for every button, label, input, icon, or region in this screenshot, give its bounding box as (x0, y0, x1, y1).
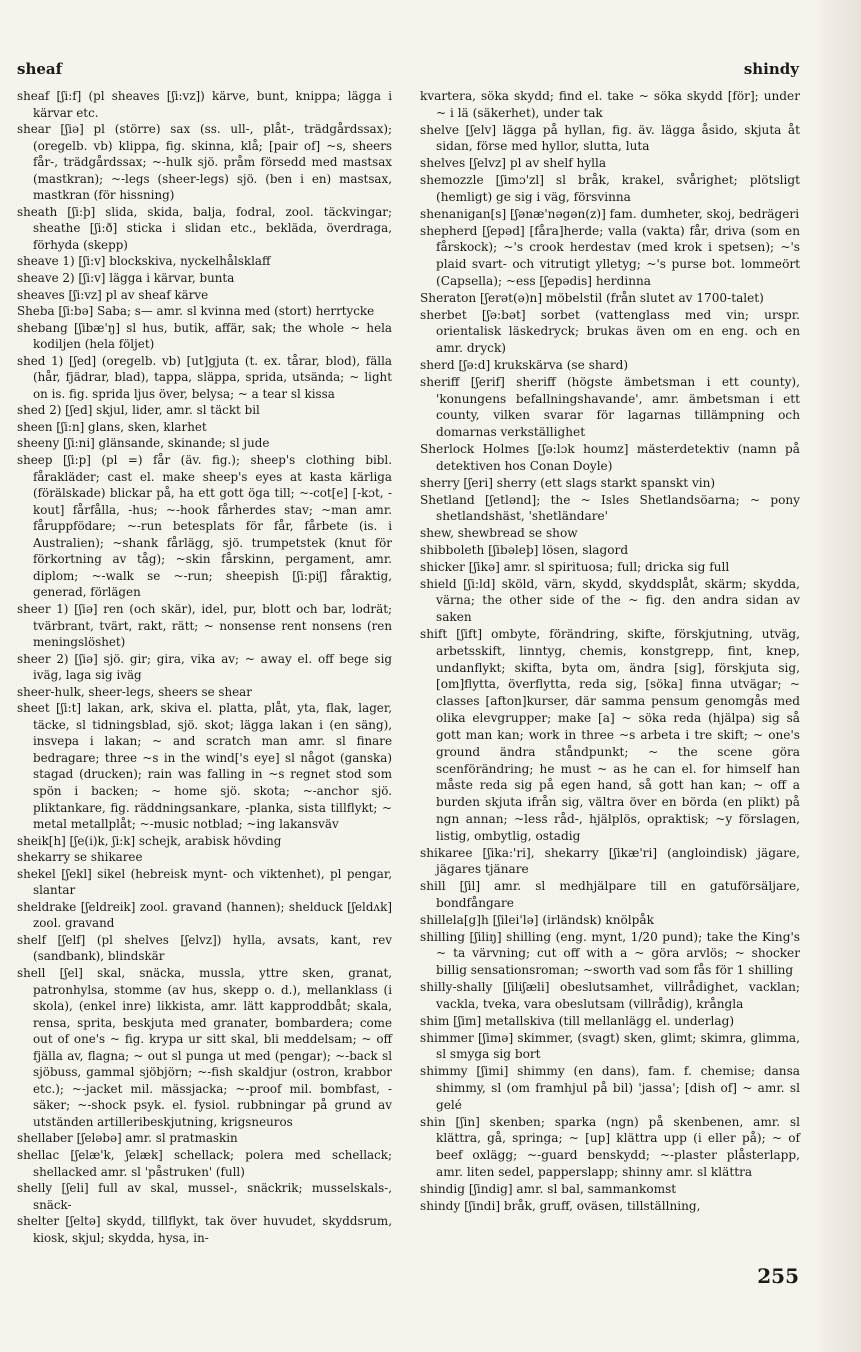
dictionary-entry: Sheraton [ʃerət(ə)n] möbelstil (från slutet av 1700-talet) (420, 290, 764, 305)
dictionary-entry: shelf [ʃelf] (pl shelves [ʃelvz]) hylla, avsats, kant, rev (sandbank), blindskär (17, 932, 392, 964)
page-edge-shadow (811, 0, 861, 1352)
dictionary-entry: Sheba [ʃi:bə] Saba; s— amr. sl kvinna med (stort) herrtycke (17, 304, 375, 319)
dictionary-entry: shekel [ʃekl] sikel (hebreisk mynt- och viktenhet), pl pengar, slantar (17, 866, 392, 898)
dictionary-entry: shear [ʃiə] pl (större) sax (ss. ull-, plåt-, trädgårdssax); (oregelb. vb) klippa, fig. skinna, klå; [pair of] ~s, sheers får-, trädgårdssax; ~-hulk sjö. pråm försedd med mastsax (mastkran); ~-legs (sheer-legs) sjö. (ben i en) mastsax, mastkran (för hissning) (17, 122, 392, 203)
dictionary-entry: shed 1) [ʃed] (oregelb. vb) [ut]gjuta (t. ex. tårar, blod), fälla (hår, fjädrar, blad), tappa, släppa, sprida, utsända; ~ light on is. fig. sprida ljus över, belysa; ~ a tear sl kissa (17, 353, 392, 401)
dictionary-entry: shindy [ʃindi] bråk, gruff, oväsen, tillställning, (420, 1198, 701, 1213)
dictionary-entry: sheave 1) [ʃi:v] blockskiva, nyckelhålsklaff (17, 254, 271, 269)
dictionary-entry: sheaves [ʃi:vz] pl av sheaf kärve (17, 287, 209, 302)
dictionary-entry: sheer 2) [ʃiə] sjö. gir; gira, vika av; ~ away el. off bege sig iväg, laga sig iväg (17, 651, 392, 683)
dictionary-entry: shelly [ʃeli] full av skal, mussel-, snäckrik; musselskals-, snäck- (17, 1181, 392, 1212)
dictionary-entry: shepherd [ʃepəd] [fåra]herde; valla (vakta) får, driva (som en fårskock); ~'s crook herdestav (med krok i spetsen); ~'s plaid svart- och vitrutigt ylletyg; ~'s purse bot. lommeört (Capsella); ~ess [ʃepədis] herdinna (420, 223, 800, 288)
dictionary-entry: shell [ʃel] skal, snäcka, mussla, yttre sken, granat, patronhylsa, stomme (av hus, skepp o. d.), mellanklass (i skola), (enkel inre) likkista, amr. lätt kapproddbåt; skala, rensa, sprita, beskjuta med granater, bombardera; come out of one's ~ fig. krypa ur sitt skal, bli meddelsam; ~ off fjälla av, flagna; ~ out sl punga ut med (pengar); ~-back sl sjöbuss, gammal sjöbjörn; ~-fish skaldjur (ostron, krabbor etc.); ~-jacket mil. mässjacka; ~-proof mil. bombfast, -säker; ~-shock psyk. el. fysiol. rubbningar på grund av utständen artilleribeskjutning, krigsneuros (17, 965, 392, 1129)
dictionary-entry: shicker [ʃikə] amr. sl spirituosa; full; dricka sig full (420, 559, 730, 574)
dictionary-entry: sheik[h] [ʃe(i)k, ʃi:k] schejk, arabisk hövding (17, 833, 282, 848)
left-column (17, 88, 392, 1246)
dictionary-entry: sheer-hulk, sheer-legs, sheers se shear (17, 684, 252, 699)
dictionary-entry: shellac [ʃelæ'k, ʃelæk] schellack; polera med schellack; shellacked amr. sl 'påstruken' (full) (17, 1148, 392, 1179)
dictionary-entry: shelves [ʃelvz] pl av shelf hylla (420, 156, 607, 171)
dictionary-entry: shimmer [ʃimə] skimmer, (svagt) sken, glimt; skimra, glimma, sl smyga sig bort (420, 1030, 800, 1062)
dictionary-entry: shed 2) [ʃed] skjul, lider, amr. sl täckt bil (17, 403, 260, 418)
dictionary-entry: shin [ʃin] skenben; sparka (ngn) på skenbenen, amr. sl klättra, gå, springa; ~ [up] klättra upp (i eller på); ~ of beef oxlägg; ~-guard benskydd; ~-plaster plåsterlapp, amr. liten sedel, papperslapp; shinny amr. sl klättra (420, 1114, 800, 1179)
dictionary-entry: shelter [ʃeltə] skydd, tillflykt, tak över huvudet, skyddsrum, kiosk, skjul; skydda, hysa, in- (17, 1214, 392, 1245)
dictionary-entry: shenanigan[s] [ʃənæ'nəgən(z)] fam. dumheter, skoj, bedrägeri (420, 206, 800, 221)
dictionary-entry: sheen [ʃi:n] glans, sken, klarhet (17, 419, 207, 434)
dictionary-entry: sheeny [ʃi:ni] glänsande, skinande; sl jude (17, 436, 270, 451)
dictionary-entry: shemozzle [ʃimɔ'zl] sl bråk, krakel, svårighet; plötsligt (hemligt) ge sig i väg, försvinna (420, 173, 800, 204)
dictionary-entry: shield [ʃi:ld] sköld, värn, skydd, skyddsplåt, skärm; skydda, värna; the other side of the ~ fig. den andra sidan av saken (420, 576, 800, 625)
dictionary-entry: shebang [ʃibæ'ŋ] sl hus, butik, affär, sak; the whole ~ hela kodiljen (hela följet) (17, 320, 392, 352)
right-column (420, 88, 800, 1214)
dictionary-entry: shift [ʃift] ombyte, förändring, skifte, förskjutning, utväg, arbetsskift, linntyg, chemis, konstgrepp, fint, knep, undanflykt; skifta, byta om, ändra [sig], förskjuta sig, [om]flytta, överflytta, reda sig, [söka] finna utvägar; ~ classes [afton]kurser, där samma pensum genomgås med olika elevgrupper; make [a] ~ söka reda (hjälpa) sig så gott man kan; work in three ~s arbeta i tre skift; ~ one's ground ändra ståndpunkt; ~ the scene göra scenförändring; he must ~ as he can el. for himself han måste reda sig på egen hand, så gott han kan; ~ off a burden skjuta ifrån sig, vältra över en börda (en plikt) på ngn annan; ~less råd-, hjälplös, opraktisk; ~y förslagen, listig, ombytlig, ostadig (420, 627, 800, 843)
dictionary-entry: shill [ʃil] amr. sl medhjälpare till en gatuförsäljare, bondfångare (420, 879, 800, 910)
dictionary-entry: sherbet [ʃə:bət] sorbet (vattenglass med vin; urspr. orientalisk läskedryck; brukas även om en eng. och en amr. dryck) (420, 307, 800, 356)
dictionary-entry: sheath [ʃi:þ] slida, skida, balja, fodral, zool. täckvingar; sheathe [ʃi:ð] sticka i slidan etc., bekläda, överdraga, förhyda (skepp) (17, 204, 392, 252)
guide-word-right: shindy (743, 60, 799, 78)
dictionary-entry: Sherlock Holmes [ʃə:lɔk houmz] mästerdetektiv (namn på detektiven hos Conan Doyle) (420, 442, 800, 473)
dictionary-entry: sheaf [ʃi:f] (pl sheaves [ʃi:vz]) kärve, bunt, knippa; lägga i kärvar etc. (17, 89, 392, 120)
dictionary-entry: sheer 1) [ʃiə] ren (och skär), idel, pur, blott och bar, lodrät; tvärbrant, tvärt, rakt, rätt; ~ nonsense rent nonsens (ren meningslöshet) (17, 601, 392, 650)
dictionary-entry: sheave 2) [ʃi:v] lägga i kärvar, bunta (17, 271, 235, 286)
dictionary-entry: sheriff [ʃerif] sheriff (högste ämbetsman i ett county), 'konungens befallningshavande', amr. ämbetsman i ett county, vilken svarar för lagarnas tillämpning och domarnas verkställighet (420, 374, 800, 440)
dictionary-entry: shibboleth [ʃibəleþ] lösen, slagord (420, 542, 629, 557)
dictionary-entry: shekarry se shikaree (17, 850, 143, 865)
dictionary-entry: sheep [ʃi:p] (pl =) får (äv. fig.); sheep's clothing bibl. fårakläder; cast el. make sheep's eyes at kasta kärliga (förälskade) blickar på, ha ett gott öga till; ~-cot[e] [-kɔt, -kout] fårfålla, -hus; ~-hook fårherdes stav; ~man amr. fåruppfödare; ~-run betesplats för får, fårbete (is. i Australien); ~shank fårlägg, sjö. trumpetstek (knut för förkortning av tåg); ~skin fårskinn, pergament, amr. diplom; ~-walk se ~-run; sheepish [ʃi:piʃ] fåraktig, generad, förlägen (17, 453, 392, 600)
guide-word-left: sheaf (17, 60, 63, 78)
dictionary-entry: shellaber [ʃeləbə] amr. sl pratmaskin (17, 1131, 238, 1146)
dictionary-entry: sheet [ʃi:t] lakan, ark, skiva el. platta, plåt, yta, flak, lager, täcke, sl tidningsblad, sjö. skot; lägga lakan i (en säng), insvepa i lakan; ~ and scratch man amr. sl finare bedragare; three ~s in the wind['s eye] sl något (ganska) stagad (drucken); rain was falling in ~s regnet stod som spön i backen; ~ home sjö. skota; ~-anchor sjö. pliktankare, fig. räddningsankare, -planka, sista tillflykt; ~ metal metallplåt; ~-music notblad; ~ing lakansväv (17, 701, 392, 832)
dictionary-entry: shew, shewbread se show (420, 526, 578, 541)
dictionary-entry: kvartera, söka skydd; find el. take ~ söka skydd [för]; under ~ i lä (säkerhet), under tak (420, 89, 800, 120)
dictionary-entry: shillela[g]h [ʃilei'lə] (irländsk) knölpåk (420, 912, 654, 927)
dictionary-entry: shelve [ʃelv] lägga på hyllan, fig. äv. lägga åsido, skjuta åt sidan, förse med hyllor, slutta, luta (420, 122, 800, 154)
dictionary-entry: shikaree [ʃika:'ri], shekarry [ʃikæ'ri] (angloindisk) jägare, jägares tjänare (420, 845, 800, 877)
dictionary-entry: shimmy [ʃimi] shimmy (en dans), fam. f. chemise; dansa shimmy, sl (om framhjul på bil) 'jassa'; [dish of] ~ amr. sl gelé (420, 1064, 800, 1112)
dictionary-entry: Shetland [ʃetlənd]; the ~ Isles Shetlandsöarna; ~ pony shetlandshäst, 'shetländare' (420, 492, 800, 524)
dictionary-entry: shim [ʃim] metallskiva (till mellanlägg el. underlag) (420, 1013, 735, 1028)
dictionary-entry: sherd [ʃə:d] krukskärva (se shard) (420, 358, 629, 372)
page-number: 255 (757, 1264, 799, 1288)
dictionary-entry: shindig [ʃindig] amr. sl bal, sammankomst (420, 1181, 677, 1196)
dictionary-entry: shilling [ʃiliŋ] shilling (eng. mynt, 1/20 pund); take the King's ~ ta värvning; cut off with a ~ göra arvlös; ~ shocker billig sensationsroman; ~sworth vad som fås för 1 shilling (420, 929, 800, 978)
dictionary-entry: sheldrake [ʃeldreik] zool. gravand (hannen); shelduck [ʃeldʌk] zool. gravand (17, 899, 392, 931)
dictionary-entry: sherry [ʃeri] sherry (ett slags starkt spanskt vin) (420, 475, 716, 490)
dictionary-entry: shilly-shally [ʃiliʃæli] obeslutsamhet, villrådighet, vacklan; vackla, tveka, vara obeslutsam (villrådig), krångla (420, 980, 800, 1011)
